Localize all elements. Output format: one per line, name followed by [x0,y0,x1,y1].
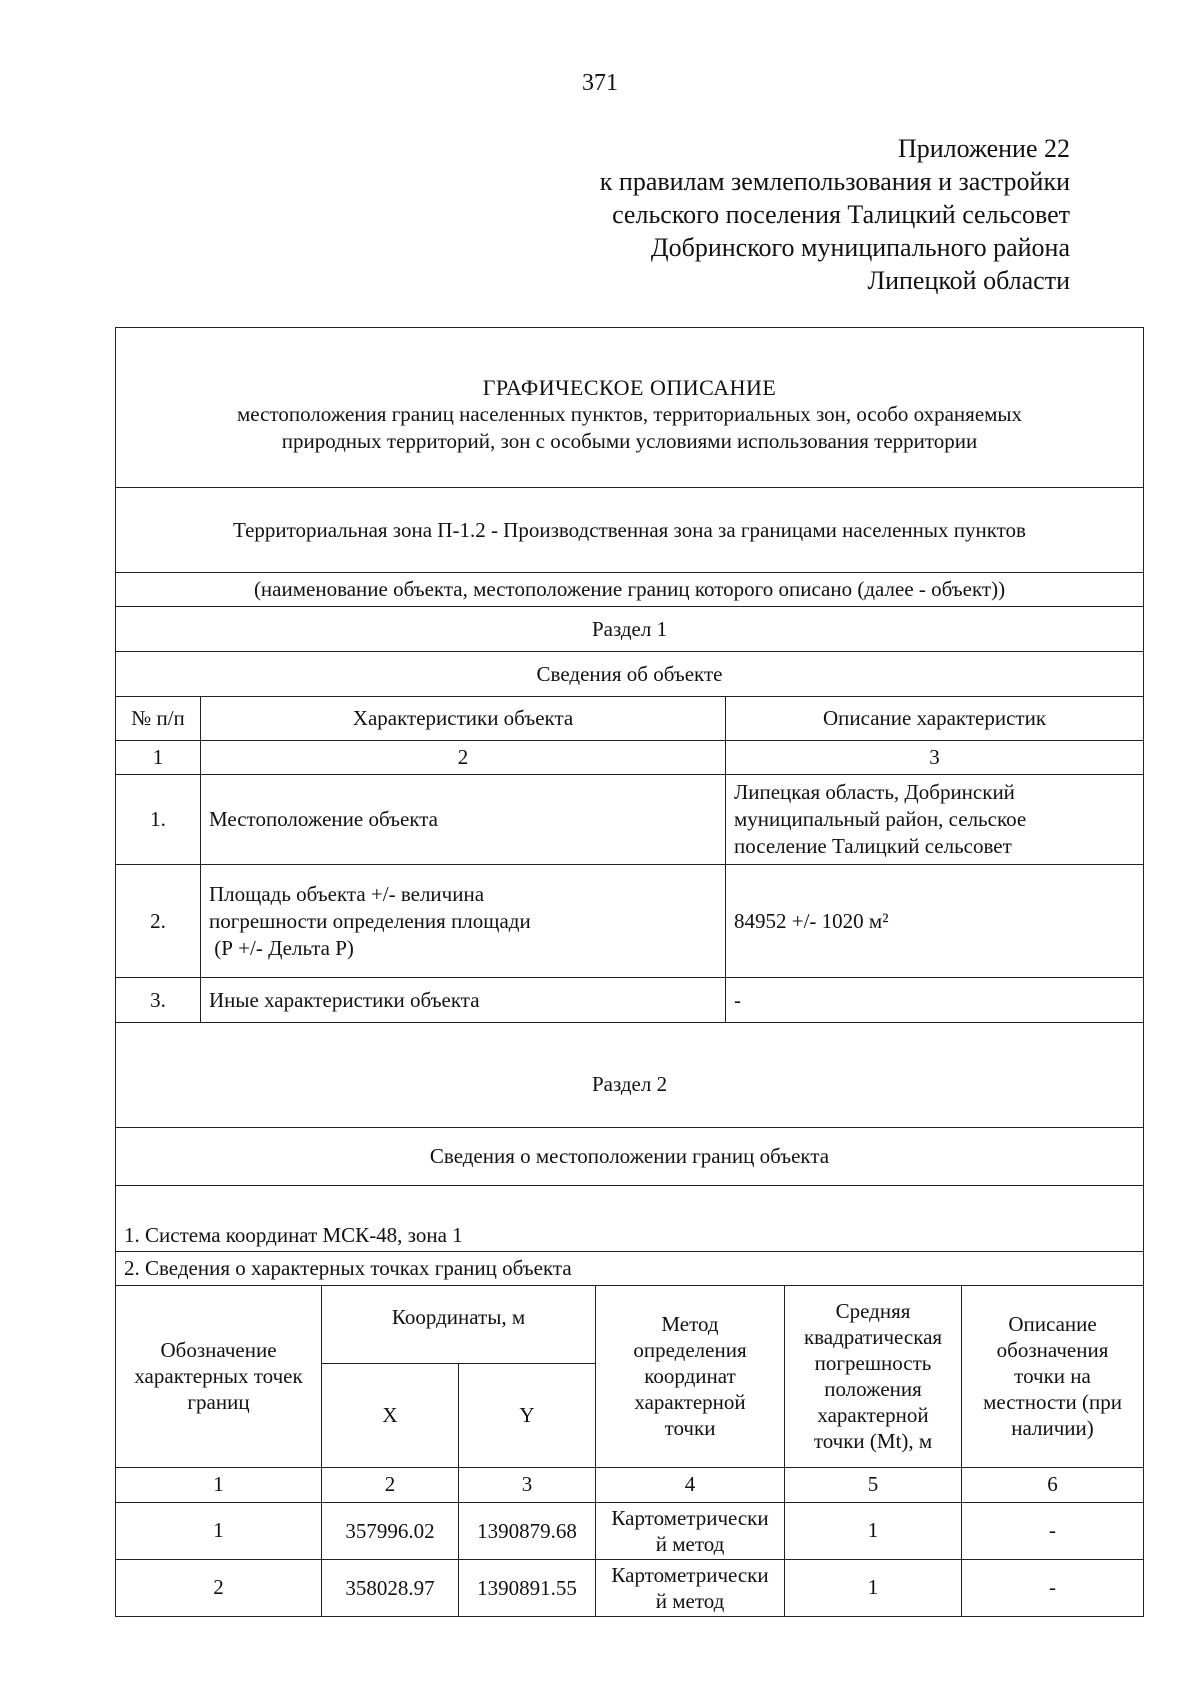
section1-title: Раздел 1 [116,607,1144,652]
characteristic-name [201,775,726,865]
header-line: точки на [1014,1364,1091,1388]
method-line: й метод [655,1588,725,1613]
column-header-description [962,1285,1144,1467]
column-header: Описание характеристик [726,697,1144,741]
column-header-error [785,1285,962,1467]
column-header-x: X [322,1363,459,1467]
characteristic-line: Иные характеристики объекта [209,987,480,1012]
header-line: Описание [1008,1312,1097,1336]
column-header-designation [116,1285,322,1467]
column-number: 2 [322,1467,459,1502]
row-number: 2. [116,865,201,978]
description-line: 84952 +/- 1020 м² [734,908,889,933]
header-line: характерной [817,1403,929,1427]
object-name: Территориальная зона П-1.2 - Производственная зона за границами населенных пунктов [116,488,1144,573]
points-table [115,1285,1144,1617]
column-header-y: Y [459,1363,596,1467]
table-row [116,865,1144,978]
header-line: определения [633,1338,747,1362]
document-frame [115,327,1143,1617]
description-line: муниципальный район, сельское [734,807,1027,831]
header-line: наличии) [1011,1416,1094,1440]
point-method [596,1502,785,1559]
header-line: погрешность [814,1351,932,1375]
header-line: Обозначение [160,1338,277,1362]
method-line: Картометрически [611,1505,769,1530]
table-row [116,978,1144,1023]
header-line: координат [644,1364,736,1388]
characteristic-line: (Р +/- Дельта Р) [209,935,354,960]
section1-table [115,327,1144,1286]
document-title: ГРАФИЧЕСКОЕ ОПИСАНИЕ [482,375,777,400]
appendix-line: сельского поселения Талицкий сельсовет [612,200,1070,229]
method-line: Картометрически [611,1562,769,1587]
row-number: 1. [116,775,201,865]
characteristic-line: погрешности определения площади [209,908,531,933]
appendix-line: к правилам землепользования и застройки [599,167,1070,196]
point-mt: 1 [785,1559,962,1616]
coordinate-system: 1. Система координат МСК-48, зона 1 [116,1186,1144,1252]
header-line: границ [187,1390,250,1414]
characteristic-name [201,865,726,978]
section2-title: Раздел 2 [116,1023,1144,1128]
column-number: 2 [201,741,726,775]
point-y: 1390879.68 [459,1502,596,1559]
document-subtitle: природных территорий, зон с особыми условиями использования территории [281,429,978,453]
point-x: 357996.02 [322,1502,459,1559]
row-number: 3. [116,978,201,1023]
characteristic-name [201,978,726,1023]
characteristic-line: Местоположение объекта [209,807,439,831]
header-line: точки [664,1416,716,1440]
point-mt: 1 [785,1502,962,1559]
appendix-line: Липецкой области [867,266,1070,295]
section2-subtitle: Сведения о местоположении границ объекта [116,1128,1144,1186]
object-caption: (наименование объекта, местоположение границ которого описано (далее - объект)) [116,573,1144,607]
header-line: точки (Mt), м [813,1429,933,1453]
header-line: квадратическая [803,1325,943,1349]
column-header: № п/п [116,697,201,741]
point-method [596,1559,785,1616]
header-line: характерных точек [134,1364,303,1388]
description-line: Липецкая область, Добринский [734,780,1015,804]
table-row [116,775,1144,865]
point-y: 1390891.55 [459,1559,596,1616]
column-header-coordinates: Координаты, м [322,1285,596,1363]
description-line: - [734,987,741,1012]
description-line: поселение Талицкий сельсовет [734,834,1012,858]
column-number: 1 [116,741,201,775]
point-x: 358028.97 [322,1559,459,1616]
column-number: 1 [116,1467,322,1502]
points-caption: 2. Сведения о характерных точках границ объекта [116,1252,1144,1286]
document-subtitle: местоположения границ населенных пунктов, территориальных зон, особо охраняемых [236,402,1023,426]
characteristic-description [726,775,1144,865]
table-row [116,1502,1144,1559]
characteristic-line: Площадь объекта +/- величина [209,881,485,906]
column-header-method [596,1285,785,1467]
header-line: Средняя [835,1299,911,1323]
header-line: Метод [661,1312,719,1336]
characteristic-description [726,865,1144,978]
appendix-line: Добринского муниципального района [650,233,1070,262]
header-line: положения [824,1377,922,1401]
column-number: 3 [726,741,1144,775]
header-line: характерной [634,1390,746,1414]
document-header [116,328,1144,488]
table-row [116,1559,1144,1616]
header-line: местности (при [983,1390,1122,1414]
header-line: обозначения [996,1338,1109,1362]
point-description: - [962,1559,1144,1616]
column-number: 3 [459,1467,596,1502]
column-number: 4 [596,1467,785,1502]
point-id: 1 [116,1502,322,1559]
method-line: й метод [655,1531,725,1556]
column-header: Характеристики объекта [201,697,726,741]
section1-subtitle: Сведения об объекте [116,652,1144,697]
column-number: 5 [785,1467,962,1502]
point-id: 2 [116,1559,322,1616]
characteristic-description [726,978,1144,1023]
page-number: 371 [582,70,618,96]
point-description: - [962,1502,1144,1559]
appendix-block [600,132,1070,297]
column-number: 6 [962,1467,1144,1502]
appendix-line: Приложение 22 [897,134,1070,163]
